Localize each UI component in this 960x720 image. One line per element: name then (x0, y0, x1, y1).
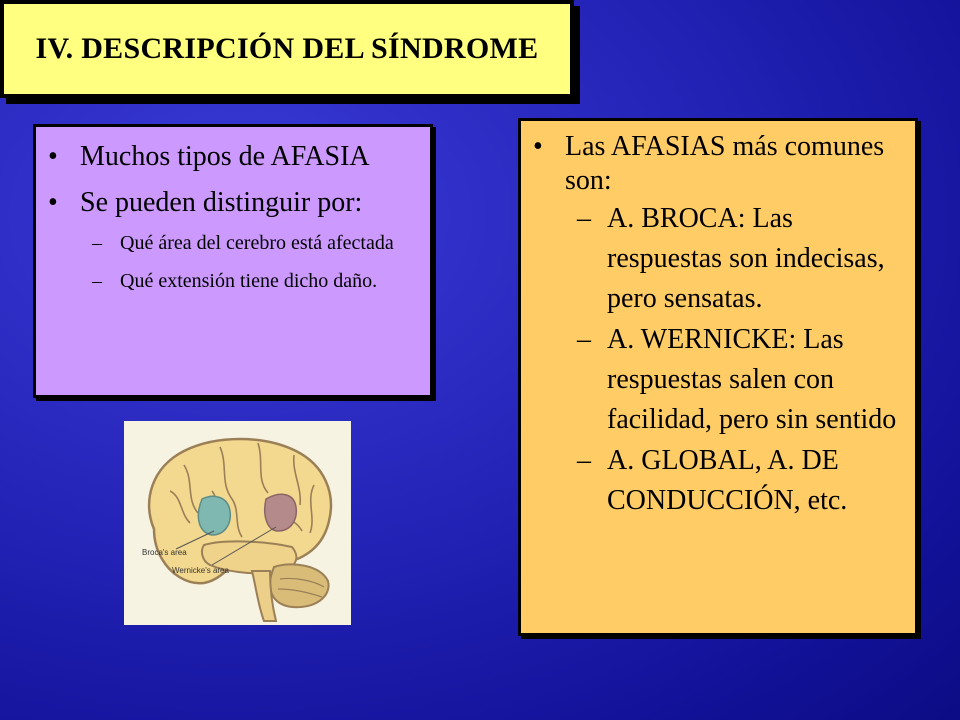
wernicke-area-shape (265, 494, 297, 531)
sub-list-item: – A. GLOBAL, A. DE CONDUCCIÓN, etc. (521, 441, 915, 521)
list-item: • Las AFASIAS más comunes son: (533, 131, 885, 196)
list-item: • Muchos tipos de AFASIA (48, 141, 370, 172)
sub-list-item: – A. BROCA: Las respuestas son indecisas, pero sensatas. (521, 199, 915, 319)
right-list (521, 130, 915, 521)
title-box (0, 0, 574, 98)
bullet: • (48, 141, 58, 172)
sub-list-item: – A. WERNICKE: Las respuestas salen con facilidad, pero sin sentido (521, 320, 915, 440)
dash: – (92, 270, 102, 292)
brain-illustration (124, 421, 351, 625)
dash: – (92, 232, 102, 254)
right-content-box (518, 118, 918, 636)
cerebellum-shape (270, 564, 329, 607)
dash: – (577, 445, 591, 476)
bullet: • (533, 131, 543, 162)
broca-label: Broca's area (142, 548, 187, 557)
broca-area-shape (198, 496, 230, 535)
left-content-box (33, 124, 433, 398)
list-item: • Se pueden distinguir por: (48, 187, 363, 218)
left-list (36, 140, 430, 296)
wernicke-label: Wernicke's area (172, 566, 229, 575)
brain-image (124, 421, 351, 625)
slide-title: IV. DESCRIPCIÓN DEL SÍNDROME (35, 32, 539, 65)
dash: – (577, 203, 591, 234)
dash: – (577, 324, 591, 355)
bullet: • (48, 187, 58, 218)
sub-list-item: – Qué extensión tiene dicho daño. (36, 266, 430, 296)
sub-list-item: – Qué área del cerebro está afectada (36, 228, 430, 258)
